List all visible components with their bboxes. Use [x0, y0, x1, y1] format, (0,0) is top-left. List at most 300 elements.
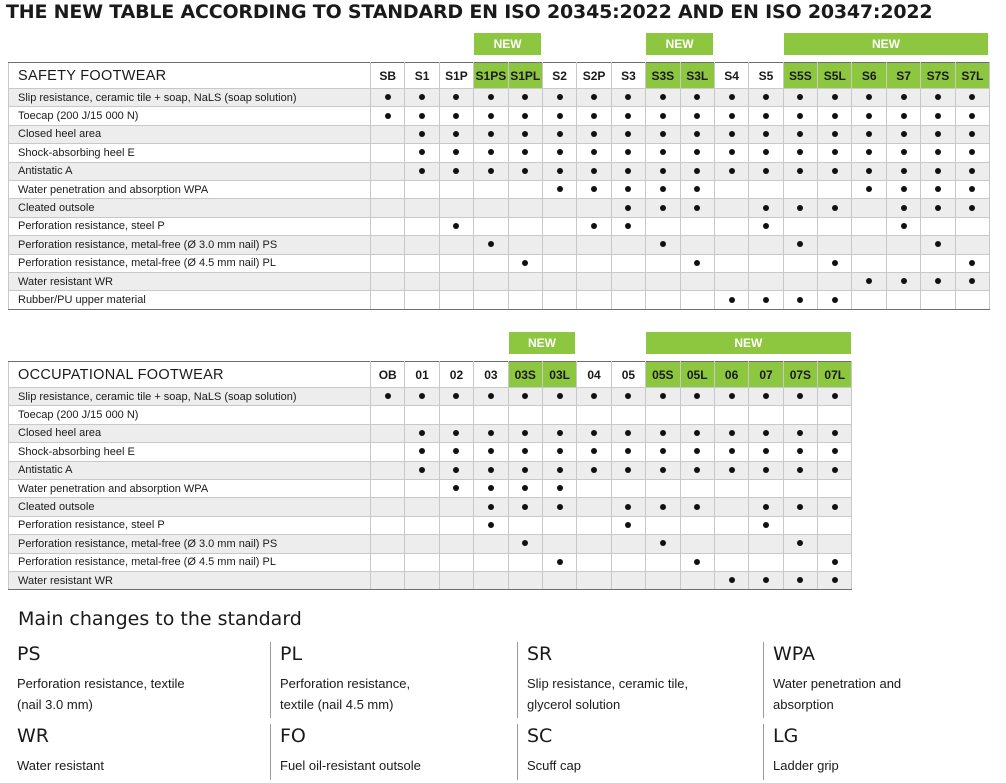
change-description [280, 673, 508, 715]
bullet-dot-icon [694, 186, 700, 192]
table-cell [405, 535, 439, 553]
table-cell [474, 498, 508, 516]
table-cell [921, 125, 955, 143]
bullet-dot-icon [625, 149, 631, 155]
bullet-dot-icon [625, 393, 631, 399]
bullet-dot-icon [969, 113, 975, 119]
table-cell [714, 107, 748, 125]
row-label: Slip resistance, ceramic tile + soap, NaLS (soap solution) [9, 388, 371, 406]
table-cell [818, 272, 852, 290]
table-cell [714, 125, 748, 143]
bullet-dot-icon [557, 113, 563, 119]
table-cell [749, 236, 783, 254]
table-cell [439, 254, 473, 272]
table-cell [542, 443, 576, 461]
table-cell [921, 180, 955, 198]
bullet-dot-icon [522, 430, 528, 436]
table-cell [439, 162, 473, 180]
change-description-line: Perforation resistance, [280, 676, 411, 691]
bullet-dot-icon [832, 559, 838, 565]
change-item-sr [517, 642, 755, 718]
table-cell [577, 406, 611, 424]
bullet-dot-icon [557, 430, 563, 436]
table-cell [749, 107, 783, 125]
change-item-wpa [763, 642, 1001, 718]
table-cell [714, 535, 748, 553]
table-cell [508, 535, 542, 553]
table-cell [818, 236, 852, 254]
table-cell [611, 516, 645, 534]
table-cell [749, 443, 783, 461]
table-cell [439, 291, 473, 309]
change-description-line: Water penetration and [773, 676, 902, 691]
change-description [280, 755, 508, 776]
table-row [9, 180, 990, 198]
row-label: Water resistant WR [9, 272, 371, 290]
table-cell [921, 199, 955, 217]
table-cell [646, 406, 680, 424]
bullet-dot-icon [591, 430, 597, 436]
table-cell [680, 406, 714, 424]
table-cell [921, 254, 955, 272]
table-cell [921, 236, 955, 254]
column-header-04: 04 [577, 362, 611, 388]
bullet-dot-icon [453, 223, 459, 229]
bullet-dot-icon [729, 448, 735, 454]
table-cell [714, 254, 748, 272]
table-cell [749, 199, 783, 217]
change-code: SR [527, 643, 553, 665]
table-cell [439, 236, 473, 254]
table-cell [680, 516, 714, 534]
bullet-dot-icon [660, 540, 666, 546]
table-cell [680, 291, 714, 309]
table-cell [439, 535, 473, 553]
bullet-dot-icon [763, 297, 769, 303]
table-cell [611, 461, 645, 479]
table-cell [921, 144, 955, 162]
bullet-dot-icon [832, 131, 838, 137]
bullet-dot-icon [453, 485, 459, 491]
table-cell [783, 406, 817, 424]
bullet-dot-icon [797, 241, 803, 247]
bullet-dot-icon [557, 149, 563, 155]
table-cell [955, 107, 989, 125]
bullet-dot-icon [797, 131, 803, 137]
table-cell [680, 125, 714, 143]
bullet-dot-icon [832, 260, 838, 266]
bullet-dot-icon [453, 149, 459, 155]
table-cell [474, 272, 508, 290]
bullet-dot-icon [694, 393, 700, 399]
table-cell [921, 107, 955, 125]
table-cell [749, 498, 783, 516]
bullet-dot-icon [763, 577, 769, 583]
bullet-dot-icon [694, 559, 700, 565]
table-cell [611, 553, 645, 571]
table-cell [542, 125, 576, 143]
table-cell [955, 272, 989, 290]
bullet-dot-icon [522, 149, 528, 155]
table-cell [371, 125, 405, 143]
bullet-dot-icon [453, 448, 459, 454]
table-cell [405, 199, 439, 217]
table-cell [714, 553, 748, 571]
row-label: Cleated outsole [9, 498, 371, 516]
bullet-dot-icon [763, 131, 769, 137]
bullet-dot-icon [832, 149, 838, 155]
table-cell [749, 162, 783, 180]
table-cell [577, 479, 611, 497]
table-cell [405, 388, 439, 406]
table-cell [749, 89, 783, 107]
table-cell [749, 479, 783, 497]
table-cell [955, 199, 989, 217]
bullet-dot-icon [694, 467, 700, 473]
bullet-dot-icon [660, 131, 666, 137]
table-cell [474, 254, 508, 272]
table-cell [542, 424, 576, 442]
table-cell [611, 254, 645, 272]
safety-footwear-heading: SAFETY FOOTWEAR [9, 63, 371, 89]
table-row [9, 107, 990, 125]
bullet-dot-icon [591, 223, 597, 229]
row-label: Perforation resistance, steel P [9, 217, 371, 235]
table-cell [646, 516, 680, 534]
column-header-05l: 05L [680, 362, 714, 388]
column-header-s5: S5 [749, 63, 783, 89]
table-cell [542, 199, 576, 217]
table-cell [508, 236, 542, 254]
table-cell [818, 535, 852, 553]
table-cell [611, 125, 645, 143]
table-cell [955, 291, 989, 309]
bullet-dot-icon [797, 448, 803, 454]
table-cell [577, 199, 611, 217]
table-cell [749, 217, 783, 235]
table-cell [577, 107, 611, 125]
table-cell [439, 461, 473, 479]
table-cell [371, 236, 405, 254]
table-cell [680, 553, 714, 571]
column-header-s3: S3 [611, 63, 645, 89]
row-label: Toecap (200 J/15 000 N) [9, 107, 371, 125]
table-cell [646, 553, 680, 571]
bullet-dot-icon [557, 393, 563, 399]
bullet-dot-icon [419, 94, 425, 100]
bullet-dot-icon [797, 393, 803, 399]
table-cell [542, 553, 576, 571]
bullet-dot-icon [694, 94, 700, 100]
table-cell [542, 516, 576, 534]
bullet-dot-icon [729, 131, 735, 137]
bullet-dot-icon [901, 131, 907, 137]
bullet-dot-icon [591, 186, 597, 192]
bullet-dot-icon [591, 113, 597, 119]
table-cell [439, 89, 473, 107]
table-cell [783, 236, 817, 254]
table-cell [405, 144, 439, 162]
table-cell [474, 199, 508, 217]
table-cell [886, 89, 920, 107]
change-code: WPA [773, 643, 816, 665]
table-cell [542, 535, 576, 553]
bullet-dot-icon [660, 205, 666, 211]
bullet-dot-icon [832, 467, 838, 473]
table-cell [783, 272, 817, 290]
table-cell [818, 553, 852, 571]
bullet-dot-icon [591, 448, 597, 454]
table-cell [577, 272, 611, 290]
column-header-s3l: S3L [680, 63, 714, 89]
bullet-dot-icon [522, 504, 528, 510]
bullet-dot-icon [797, 297, 803, 303]
table-cell [783, 144, 817, 162]
table-cell [439, 217, 473, 235]
table-cell [542, 272, 576, 290]
bullet-dot-icon [453, 113, 459, 119]
table-cell [508, 254, 542, 272]
table-cell [886, 272, 920, 290]
new-badge: NEW [473, 32, 542, 56]
table-cell [955, 89, 989, 107]
bullet-dot-icon [453, 131, 459, 137]
change-code: FO [280, 725, 306, 747]
table-cell [508, 424, 542, 442]
table-cell [542, 217, 576, 235]
table-cell [439, 180, 473, 198]
table-cell [714, 571, 748, 589]
table-cell [955, 217, 989, 235]
bullet-dot-icon [729, 430, 735, 436]
table-row [9, 89, 990, 107]
table-cell [680, 388, 714, 406]
table-row [9, 125, 990, 143]
table-cell [371, 217, 405, 235]
bullet-dot-icon [522, 393, 528, 399]
bullet-dot-icon [969, 260, 975, 266]
table-cell [371, 162, 405, 180]
bullet-dot-icon [625, 113, 631, 119]
bullet-dot-icon [453, 430, 459, 436]
change-description [17, 755, 246, 776]
table-cell [474, 443, 508, 461]
table-cell [852, 291, 886, 309]
table-cell [542, 498, 576, 516]
table-cell [405, 291, 439, 309]
bullet-dot-icon [625, 186, 631, 192]
bullet-dot-icon [763, 430, 769, 436]
change-item-wr [8, 724, 246, 780]
table-cell [371, 388, 405, 406]
bullet-dot-icon [969, 131, 975, 137]
table-cell [714, 516, 748, 534]
table-cell [439, 443, 473, 461]
table-cell [886, 291, 920, 309]
bullet-dot-icon [488, 393, 494, 399]
bullet-dot-icon [660, 504, 666, 510]
table-cell [783, 125, 817, 143]
table-cell [474, 461, 508, 479]
bullet-dot-icon [694, 430, 700, 436]
bullet-dot-icon [832, 297, 838, 303]
bullet-dot-icon [660, 448, 666, 454]
table-cell [852, 162, 886, 180]
table-cell [577, 89, 611, 107]
change-description-line: Scuff cap [527, 758, 581, 773]
column-header-03s: 03S [508, 362, 542, 388]
table-cell [371, 443, 405, 461]
table-cell [371, 291, 405, 309]
row-label: Rubber/PU upper material [9, 291, 371, 309]
table-cell [474, 479, 508, 497]
table-cell [714, 217, 748, 235]
table-cell [508, 571, 542, 589]
bullet-dot-icon [935, 278, 941, 284]
change-description-line: Slip resistance, ceramic tile, [527, 676, 689, 691]
table-cell [371, 498, 405, 516]
table-cell [749, 424, 783, 442]
table-cell [611, 89, 645, 107]
table-cell [714, 479, 748, 497]
bullet-dot-icon [763, 223, 769, 229]
bullet-dot-icon [625, 94, 631, 100]
bullet-dot-icon [419, 131, 425, 137]
table-cell [439, 424, 473, 442]
table-cell [955, 125, 989, 143]
table-cell [405, 89, 439, 107]
column-header-05: 05 [611, 362, 645, 388]
bullet-dot-icon [935, 205, 941, 211]
bullet-dot-icon [625, 131, 631, 137]
table-cell [474, 388, 508, 406]
bullet-dot-icon [625, 504, 631, 510]
bullet-dot-icon [935, 241, 941, 247]
table-cell [646, 217, 680, 235]
table-cell [439, 516, 473, 534]
bullet-dot-icon [866, 149, 872, 155]
table-row [9, 461, 852, 479]
row-label: Shock-absorbing heel E [9, 443, 371, 461]
column-header-s4: S4 [714, 63, 748, 89]
bullet-dot-icon [625, 223, 631, 229]
column-header-s1p: S1P [439, 63, 473, 89]
bullet-dot-icon [901, 205, 907, 211]
bullet-dot-icon [797, 504, 803, 510]
row-label: Closed heel area [9, 125, 371, 143]
table-cell [371, 406, 405, 424]
table-cell [783, 199, 817, 217]
table-cell [577, 162, 611, 180]
row-label: Antistatic A [9, 162, 371, 180]
table-cell [508, 125, 542, 143]
table-cell [955, 180, 989, 198]
table-row [9, 406, 852, 424]
table-cell [818, 388, 852, 406]
table-cell [371, 144, 405, 162]
bullet-dot-icon [419, 113, 425, 119]
bullet-dot-icon [797, 467, 803, 473]
bullet-dot-icon [488, 113, 494, 119]
table-cell [818, 406, 852, 424]
table-cell [474, 406, 508, 424]
bullet-dot-icon [935, 113, 941, 119]
table-cell [886, 236, 920, 254]
table-cell [405, 424, 439, 442]
table-cell [646, 479, 680, 497]
table-row [9, 553, 852, 571]
table-cell [646, 424, 680, 442]
table-cell [646, 461, 680, 479]
change-description-line: Ladder grip [773, 758, 839, 773]
table-row [9, 424, 852, 442]
table-cell [783, 498, 817, 516]
bullet-dot-icon [591, 393, 597, 399]
table-cell [439, 388, 473, 406]
column-header-s1: S1 [405, 63, 439, 89]
change-description-line: absorption [773, 697, 834, 712]
table-cell [921, 162, 955, 180]
table-cell [405, 516, 439, 534]
table-cell [749, 461, 783, 479]
bullet-dot-icon [557, 485, 563, 491]
change-item-ps [8, 642, 246, 718]
column-header-s7s: S7S [921, 63, 955, 89]
table-cell [405, 479, 439, 497]
bullet-dot-icon [557, 467, 563, 473]
table-cell [508, 107, 542, 125]
bullet-dot-icon [625, 430, 631, 436]
table-cell [680, 217, 714, 235]
bullet-dot-icon [557, 448, 563, 454]
occupational-new-badges [0, 331, 1006, 355]
table-cell [886, 125, 920, 143]
table-cell [818, 125, 852, 143]
bullet-dot-icon [625, 448, 631, 454]
bullet-dot-icon [694, 504, 700, 510]
change-code: WR [17, 725, 49, 747]
table-cell [439, 107, 473, 125]
change-description-line: Perforation resistance, textile [17, 676, 185, 691]
table-cell [714, 89, 748, 107]
table-cell [611, 180, 645, 198]
table-cell [749, 388, 783, 406]
table-cell [508, 406, 542, 424]
table-cell [405, 443, 439, 461]
change-description-line: Fuel oil-resistant outsole [280, 758, 421, 773]
bullet-dot-icon [901, 149, 907, 155]
table-cell [749, 180, 783, 198]
row-label: Cleated outsole [9, 199, 371, 217]
bullet-dot-icon [729, 467, 735, 473]
table-row [9, 479, 852, 497]
row-label: Perforation resistance, metal-free (Ø 3.0 mm nail) PS [9, 535, 371, 553]
table-cell [749, 535, 783, 553]
bullet-dot-icon [660, 168, 666, 174]
bullet-dot-icon [729, 297, 735, 303]
bullet-dot-icon [832, 205, 838, 211]
table-cell [818, 89, 852, 107]
table-cell [611, 424, 645, 442]
bullet-dot-icon [866, 278, 872, 284]
table-cell [508, 180, 542, 198]
table-cell [405, 180, 439, 198]
table-cell [577, 571, 611, 589]
table-cell [577, 388, 611, 406]
table-cell [474, 291, 508, 309]
table-cell [371, 516, 405, 534]
row-label: Perforation resistance, steel P [9, 516, 371, 534]
